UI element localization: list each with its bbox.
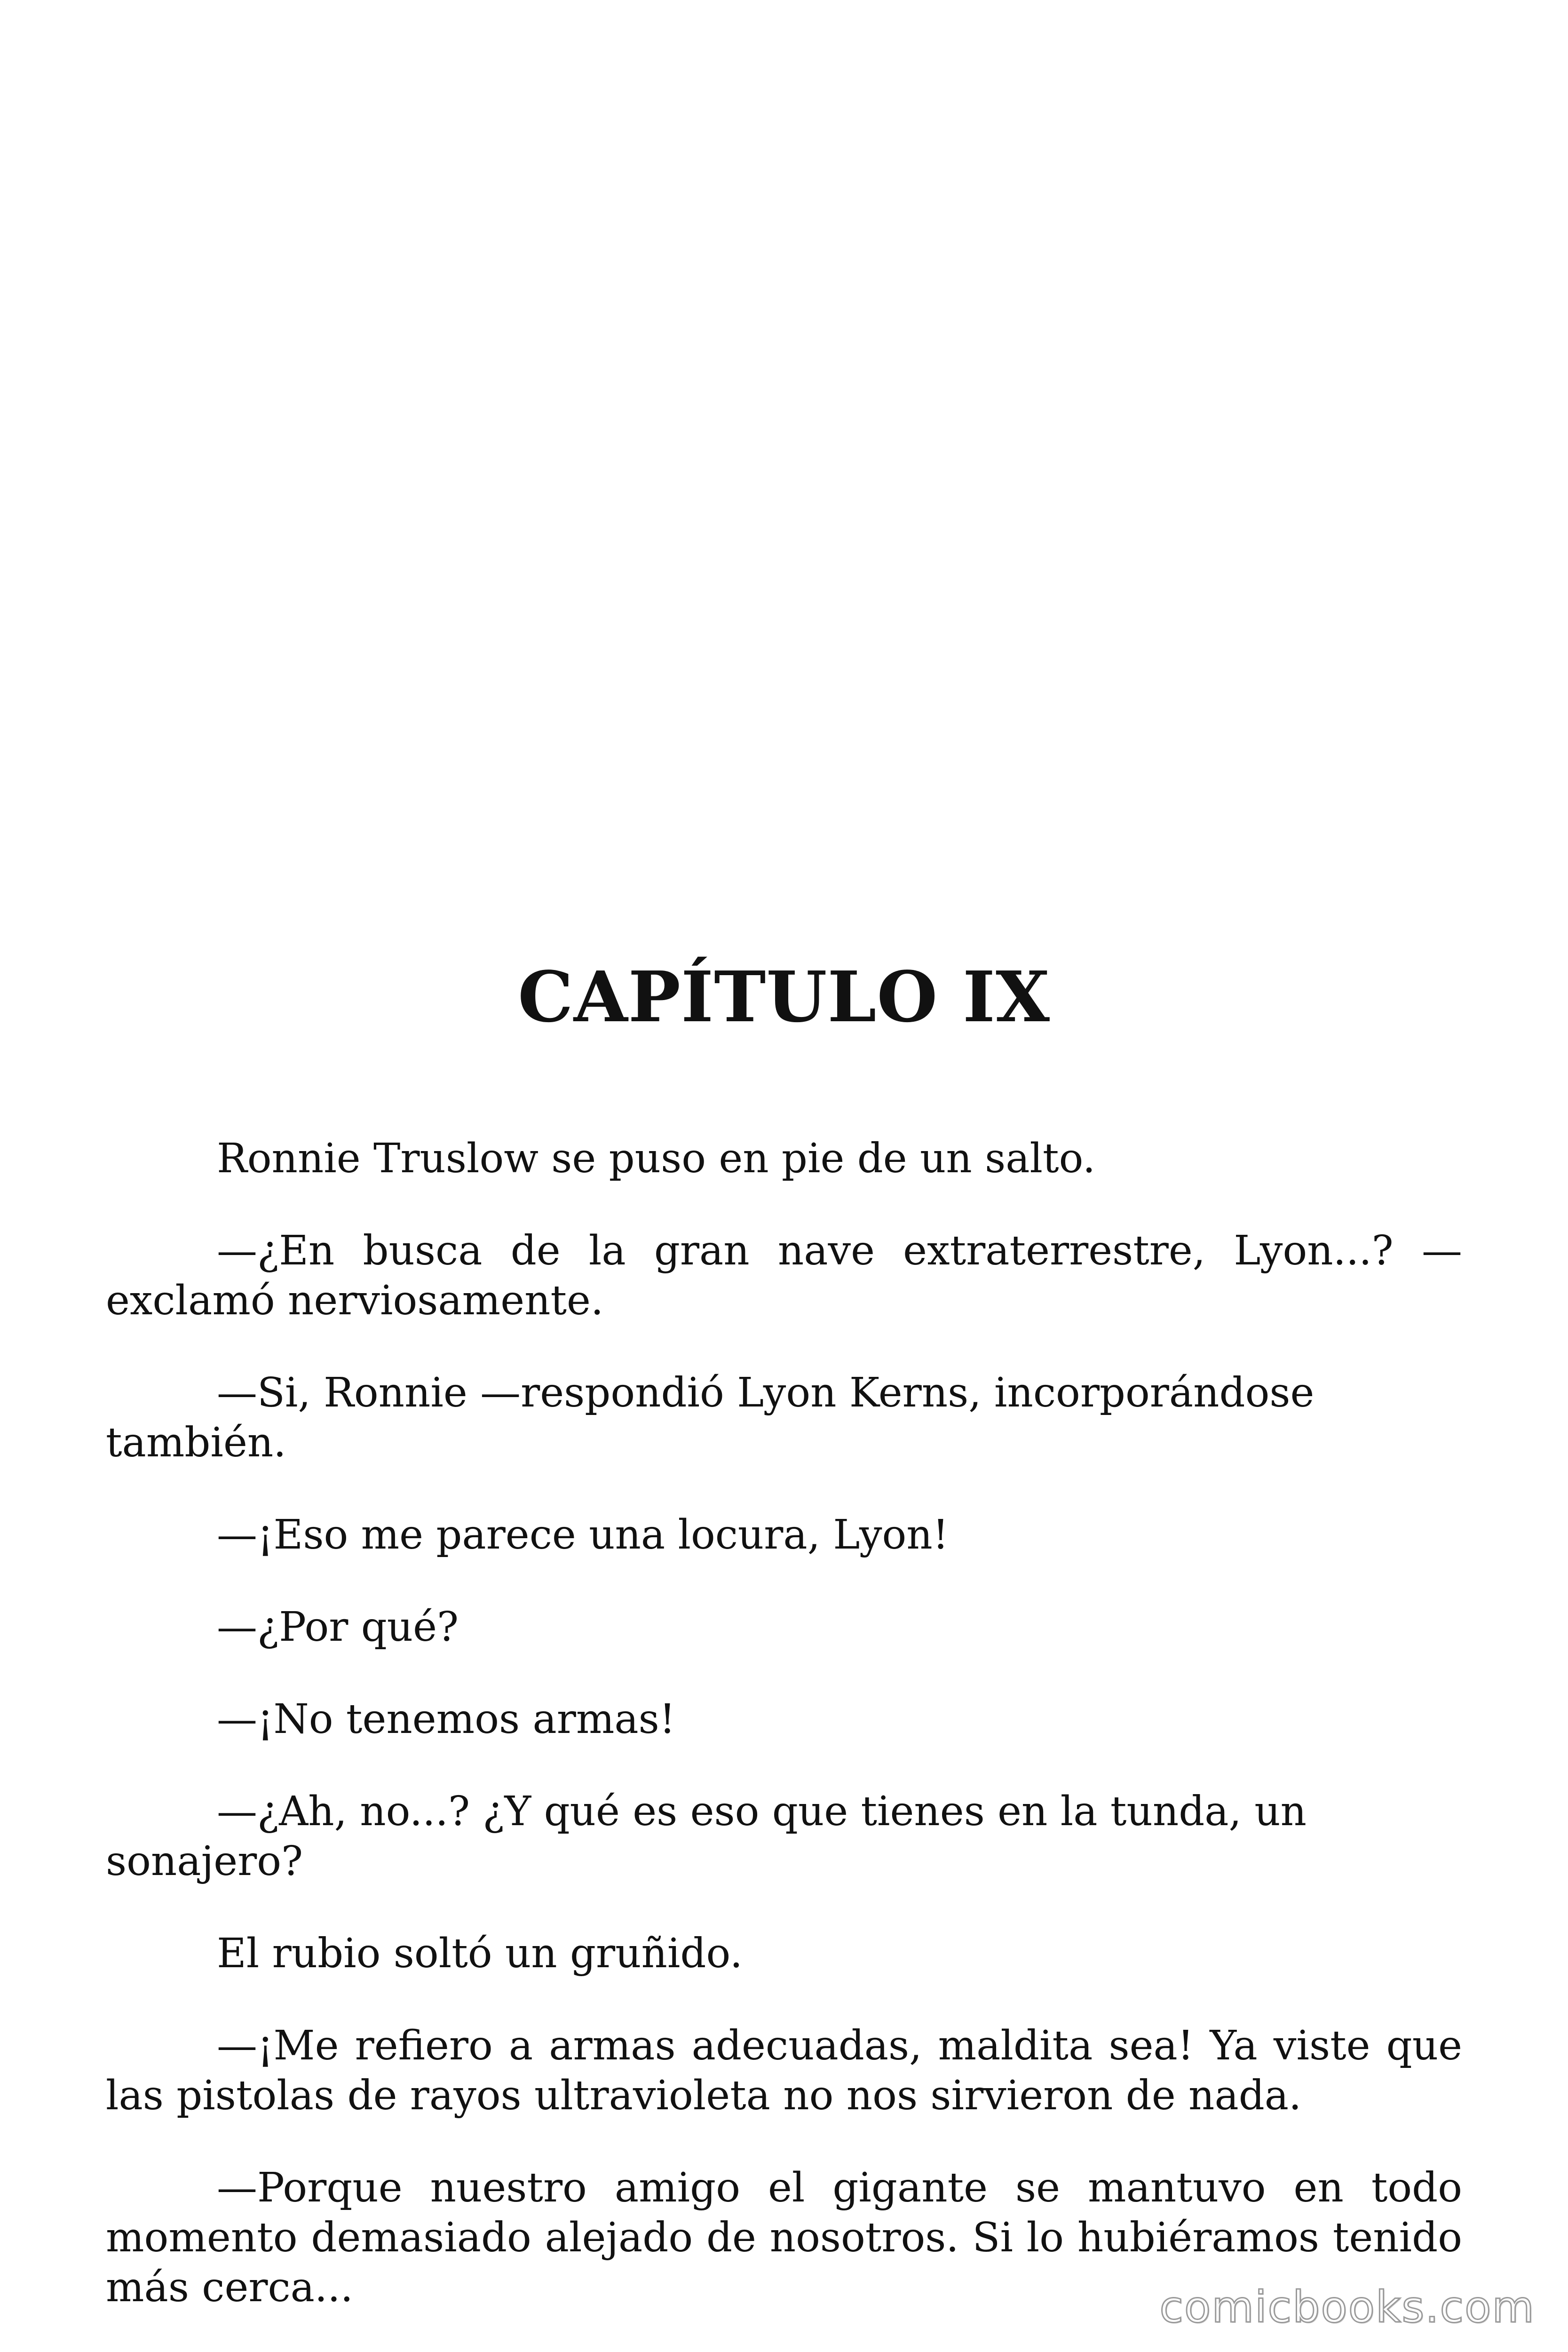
chapter-title: CAPÍTULO IX	[518, 956, 1050, 1038]
site-watermark: comicbooks.com	[1159, 2282, 1535, 2332]
paragraph: —¿En busca de la gran nave extraterrestre, Lyon...? —exclamó nerviosamente.	[106, 1227, 1462, 1324]
paragraph: —Si, Ronnie —respondió Lyon Kerns, incorporándose también.	[106, 1369, 1315, 1466]
paragraph: —¡Me refiero a armas adecuadas, maldita sea! Ya viste que las pistolas de rayos ultravioleta no nos sirvieron de nada.	[106, 2022, 1462, 2119]
paragraph: —¡No tenemos armas!	[217, 1696, 676, 1743]
chapter-body	[106, 1134, 1462, 2352]
paragraph: Ronnie Truslow se puso en pie de un salto.	[217, 1135, 1096, 1182]
paragraph: —¿Por qué?	[217, 1604, 459, 1651]
paragraph: —¡Eso me parece una locura, Lyon!	[217, 1511, 949, 1558]
paragraph: El rubio soltó un gruñido.	[217, 1930, 743, 1977]
paragraph: —Porque nuestro amigo el gigante se mantuvo en todo momento demasiado alejado de nosotros. Si lo hubiéramos tenido más cerca...	[106, 2164, 1462, 2311]
paragraph: —¿Ah, no...? ¿Y qué es eso que tienes en la tunda, un sonajero?	[106, 1788, 1307, 1885]
